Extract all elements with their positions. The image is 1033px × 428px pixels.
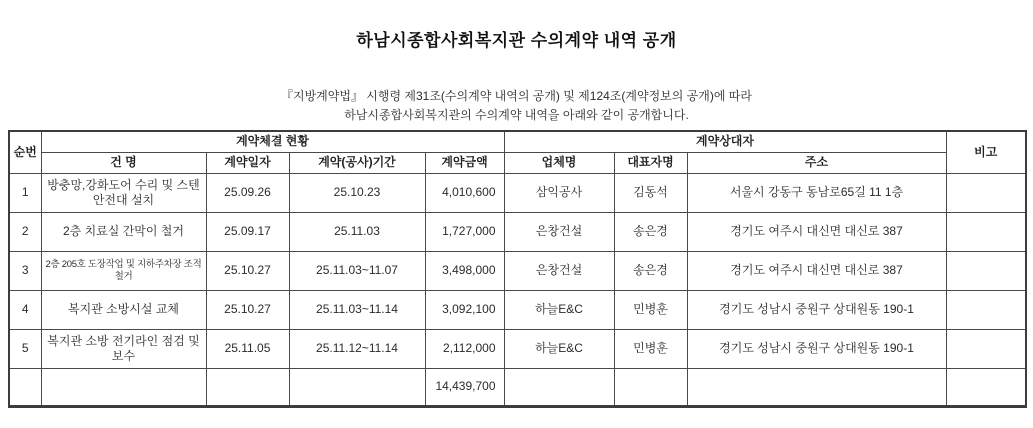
table-row <box>9 173 1026 212</box>
row-date: 25.11.05 <box>206 329 289 368</box>
row-company: 삼익공사 <box>504 173 614 212</box>
row-company: 하늘E&C <box>504 329 614 368</box>
total-note-cell <box>946 368 1026 406</box>
total-address-cell <box>687 368 946 406</box>
total-amount: 14,439,700 <box>425 368 504 406</box>
table-row <box>9 329 1026 368</box>
total-no-cell <box>9 368 41 406</box>
header-company: 업체명 <box>504 152 614 173</box>
subtitle-line-1: 『지방계약법』 시행령 제31조(수의계약 내역의 공개) 및 제124조(계약정보의 공개)에 따라 <box>281 89 752 103</box>
row-company: 하늘E&C <box>504 290 614 329</box>
table-row <box>9 212 1026 251</box>
row-company: 은창건설 <box>504 212 614 251</box>
row-amount: 3,092,100 <box>425 290 504 329</box>
total-date-cell <box>206 368 289 406</box>
row-address: 경기도 여주시 대신면 대신로 387 <box>687 212 946 251</box>
total-company-cell <box>504 368 614 406</box>
header-amount: 계약금액 <box>425 152 504 173</box>
header-address: 주소 <box>687 152 946 173</box>
row-address: 경기도 성남시 중원구 상대원동 190-1 <box>687 329 946 368</box>
row-no: 4 <box>9 290 41 329</box>
row-period: 25.11.03~11.07 <box>289 251 425 290</box>
header-row-columns <box>9 152 1026 173</box>
row-ceo: 민병훈 <box>614 329 687 368</box>
row-address: 경기도 성남시 중원구 상대원동 190-1 <box>687 290 946 329</box>
row-period: 25.11.03~11.14 <box>289 290 425 329</box>
total-name-cell <box>41 368 206 406</box>
row-ceo: 김동석 <box>614 173 687 212</box>
subtitle-line-2: 하남시종합사회복지관의 수의계약 내역을 아래와 같이 공개합니다. <box>344 107 689 122</box>
header-ceo: 대표자명 <box>614 152 687 173</box>
header-period: 계약(공사)기간 <box>289 152 425 173</box>
total-ceo-cell <box>614 368 687 406</box>
row-note <box>946 290 1026 329</box>
row-date: 25.09.26 <box>206 173 289 212</box>
row-date: 25.10.27 <box>206 290 289 329</box>
page-title: 하남시종합사회복지관 수의계약 내역 공개 <box>356 31 677 50</box>
row-amount: 4,010,600 <box>425 173 504 212</box>
row-address: 경기도 여주시 대신면 대신로 387 <box>687 251 946 290</box>
row-ceo: 송은경 <box>614 212 687 251</box>
table-row <box>9 290 1026 329</box>
row-name: 2층 205호 도장작업 및 지하주차장 조적철거 <box>41 251 206 290</box>
row-note <box>946 173 1026 212</box>
row-no: 5 <box>9 329 41 368</box>
row-note <box>946 329 1026 368</box>
row-period: 25.11.03 <box>289 212 425 251</box>
total-period-cell <box>289 368 425 406</box>
header-partner-group: 계약상대자 <box>504 131 946 152</box>
header-contract-group: 계약체결 현황 <box>41 131 504 152</box>
row-amount: 3,498,000 <box>425 251 504 290</box>
row-company: 은창건설 <box>504 251 614 290</box>
row-period: 25.10.23 <box>289 173 425 212</box>
header-name: 건 명 <box>41 152 206 173</box>
row-note <box>946 251 1026 290</box>
header-no: 순번 <box>9 131 41 173</box>
total-row <box>9 368 1026 406</box>
header-note: 비고 <box>946 131 1026 173</box>
page-subtitle <box>0 87 1033 124</box>
table-row <box>9 251 1026 290</box>
row-name: 방충망,강화도어 수리 및 스텐안전대 설치 <box>41 173 206 212</box>
row-period: 25.11.12~11.14 <box>289 329 425 368</box>
row-no: 1 <box>9 173 41 212</box>
contract-disclosure-table <box>8 130 1027 408</box>
row-amount: 2,112,000 <box>425 329 504 368</box>
header-row-groups <box>9 131 1026 152</box>
row-no: 3 <box>9 251 41 290</box>
row-name: 복지관 소방시설 교체 <box>41 290 206 329</box>
row-no: 2 <box>9 212 41 251</box>
row-address: 서울시 강동구 동남로65길 11 1층 <box>687 173 946 212</box>
header-date: 계약일자 <box>206 152 289 173</box>
row-name: 복지관 소방 전기라인 점검 및 보수 <box>41 329 206 368</box>
row-ceo: 민병훈 <box>614 290 687 329</box>
row-date: 25.10.27 <box>206 251 289 290</box>
row-ceo: 송은경 <box>614 251 687 290</box>
row-date: 25.09.17 <box>206 212 289 251</box>
row-note <box>946 212 1026 251</box>
row-amount: 1,727,000 <box>425 212 504 251</box>
row-name: 2층 치료실 간막이 철거 <box>41 212 206 251</box>
